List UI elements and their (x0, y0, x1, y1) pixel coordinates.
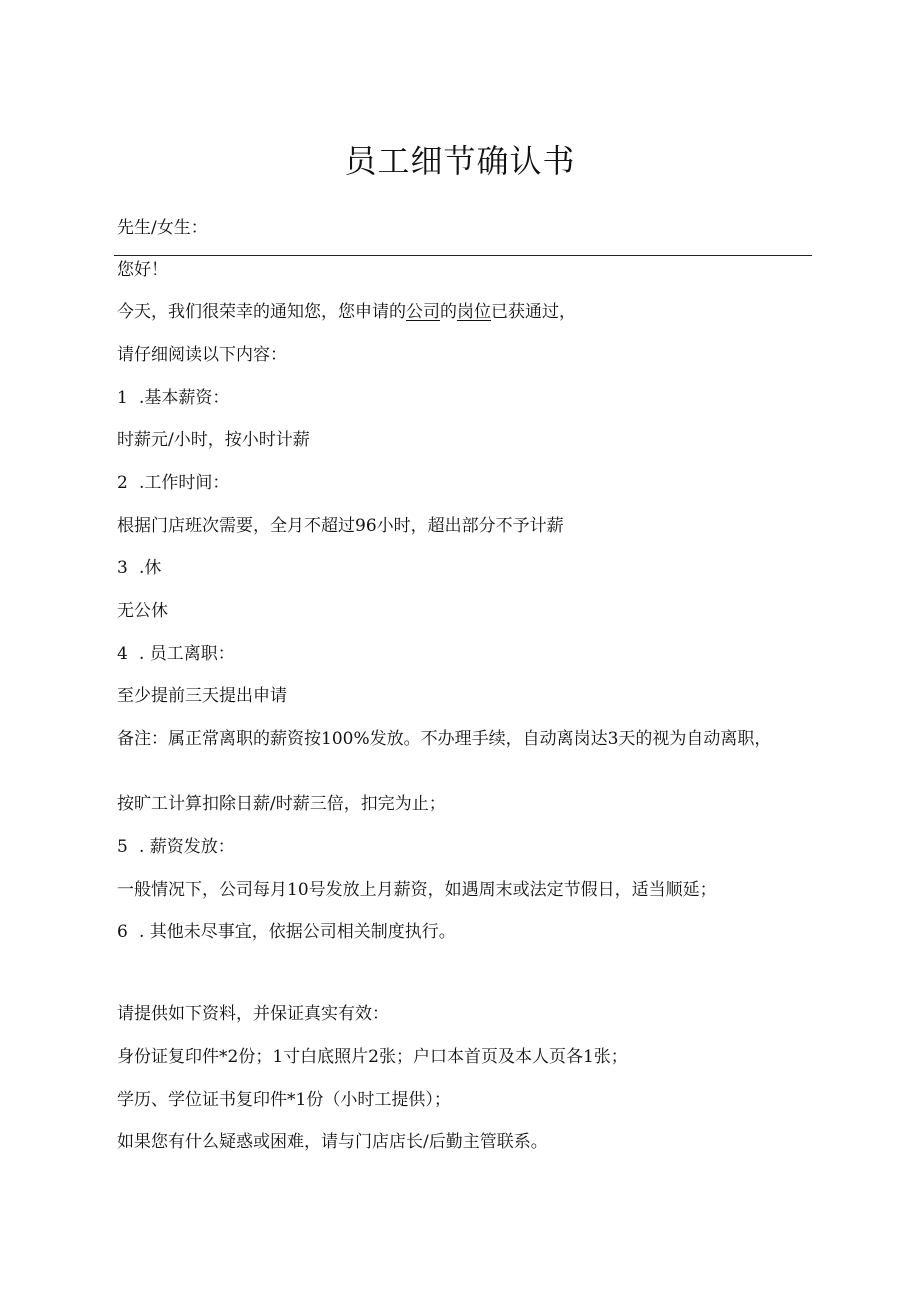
section-heading-text: .休 (139, 558, 162, 578)
intro-prefix: 今天，我们很荣幸的通知您，您申请的 (117, 302, 406, 322)
section-6 (117, 921, 456, 943)
section-heading-text: . 员工离职： (139, 644, 235, 664)
section-4-heading (117, 643, 235, 665)
section-heading-text: . 薪资发放： (139, 837, 235, 857)
greeting: 您好！ (117, 260, 168, 280)
document-title: 员工细节确认书 (344, 142, 576, 180)
intro-middle: 的 (440, 302, 457, 322)
section-number: 6 (117, 922, 128, 942)
section-heading-text: .基本薪资： (139, 388, 230, 408)
section-2-heading (117, 472, 229, 494)
name-blank-line (114, 255, 812, 256)
materials-prompt: 请提供如下资料，并保证真实有效： (117, 1004, 389, 1024)
materials-list-2: 学历、学位证书复印件*1份（小时工提供）； (117, 1090, 451, 1110)
section-number: 4 (117, 644, 128, 664)
section-1-heading (117, 387, 229, 409)
section-heading-text: .工作时间： (139, 473, 230, 493)
section-1-body: 时薪元/小时，按小时计薪 (117, 430, 310, 450)
intro-suffix: 已获通过， (491, 302, 576, 322)
intro-paragraph (117, 301, 576, 323)
note-continuation: 按旷工计算扣除日薪/时薪三倍，扣完为止； (117, 794, 446, 814)
materials-list-1: 身份证复印件*2份；1寸白底照片2张；户口本首页及本人页各1张； (117, 1047, 628, 1067)
section-number: 1 (117, 388, 128, 408)
salutation: 先生/女生： (117, 218, 208, 238)
section-5-body: 一般情况下，公司每月10号发放上月薪资，如遇周末或法定节假日，适当顺延； (117, 880, 717, 900)
note-paragraph: 备注：属正常离职的薪资按100%发放。不办理手续，自动离岗达3天的视为自动离职， (117, 729, 772, 749)
section-3-body: 无公休 (117, 601, 168, 621)
read-prompt: 请仔细阅读以下内容： (117, 345, 287, 365)
section-number: 3 (117, 558, 128, 578)
section-2-body: 根据门店班次需要，全月不超过96小时，超出部分不予计薪 (117, 516, 564, 536)
section-number: 5 (117, 837, 128, 857)
position-blank: 岗位 (457, 302, 491, 322)
section-number: 2 (117, 473, 128, 493)
company-blank: 公司 (406, 302, 440, 322)
contact-note: 如果您有什么疑惑或困难，请与门店店长/后勤主管联系。 (117, 1132, 548, 1152)
section-heading-text: . 其他未尽事宜，依据公司相关制度执行。 (139, 922, 456, 942)
section-4-body: 至少提前三天提出申请 (117, 686, 287, 706)
section-5-heading (117, 836, 235, 858)
section-3-heading (117, 557, 161, 579)
